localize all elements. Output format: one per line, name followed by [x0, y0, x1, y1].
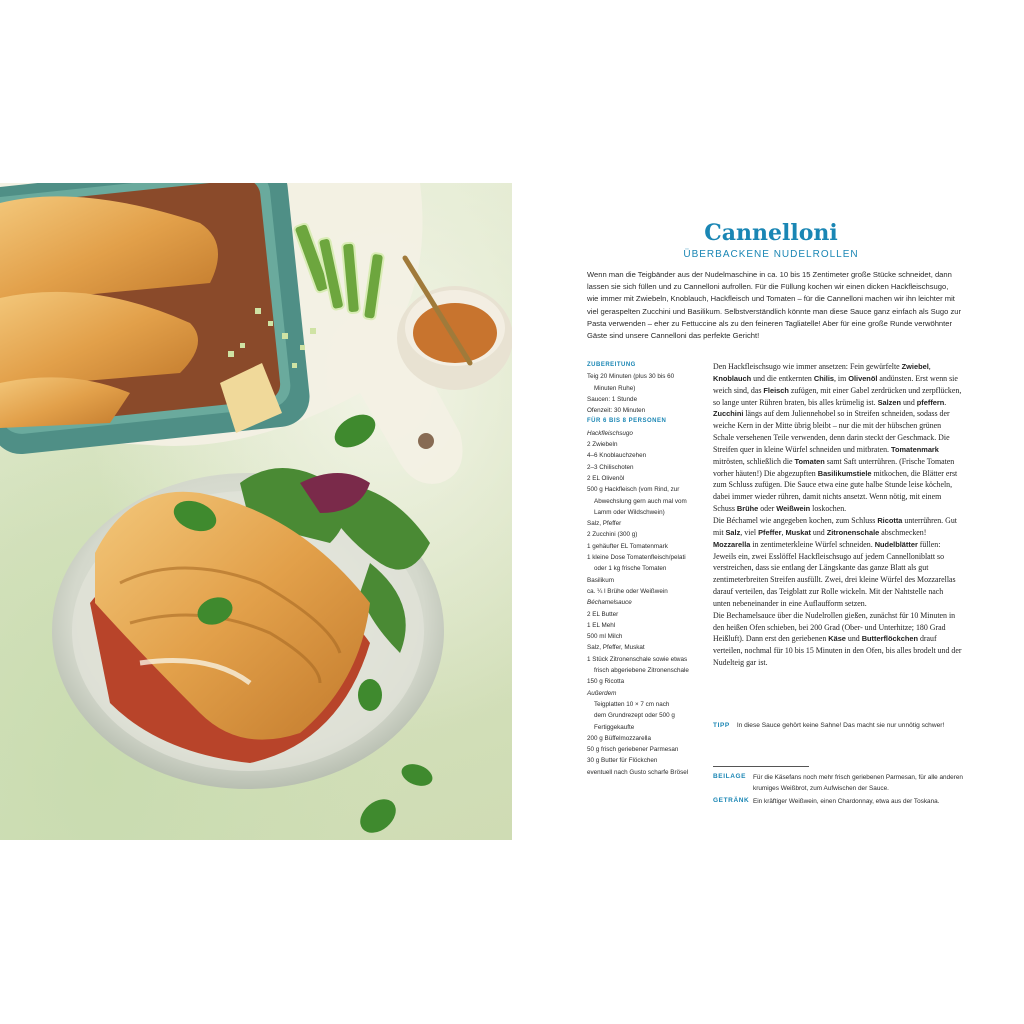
method-text-run: zufügen, mit einer Gabel zerdrücken und zerpflücken, so lange unter Rühren braten, bis alles krümelig ist. — [713, 385, 962, 407]
side-dish-label: BEILAGE — [713, 773, 747, 780]
ingredient-highlight: Butterflöckchen — [861, 634, 918, 644]
method-text-run: mitkochen, die Blätter erst zum Schluss zufügen. Die Sauce etwa eine gute halbe Stunde leise köcheln, dabei immer wieder rühren, damit nichts ansetzt. Wenn nötig, mit einem Schuss — [713, 468, 958, 514]
ingredient-highlight: Tomaten — [794, 456, 825, 466]
method-text-run: Den Hackfleischsugo wie immer ansetzen: Fein gewürfelte — [713, 362, 902, 371]
ingredient-highlight: Zucchini — [713, 409, 744, 419]
ingredient-highlight: Basilikumstiele — [817, 468, 872, 478]
ingredient-line: 2–3 Chilischoten — [587, 463, 634, 471]
ingredient-line: Salz, Pfeffer, Muskat — [587, 644, 645, 652]
drink-note — [713, 797, 973, 808]
ingredient-highlight: Brühe — [736, 504, 759, 514]
ingredient-highlight: Muskat — [785, 527, 811, 537]
method-text-run: , — [781, 527, 786, 537]
side-dish-note — [713, 773, 973, 794]
ingredient-line: 1 gehäufter EL Tomatenmark — [587, 542, 668, 550]
cannelloni-photo-illustration — [0, 183, 512, 840]
ingredient-line: 50 g frisch geriebener Parmesan — [587, 746, 679, 754]
ingredient-highlight: Salz — [725, 527, 741, 537]
recipe-subtitle: ÜBERBACKENE NUDELROLLEN — [683, 249, 859, 260]
ingredient-line: Teigplatten 10 × 7 cm nach — [594, 700, 670, 708]
method-text-run: andünsten. Erst wenn sie weich sind, das — [713, 373, 958, 395]
method-text-run: und — [810, 527, 827, 537]
ingredient-line: 4–6 Knoblauchzehen — [587, 452, 647, 460]
ingredient-line: 200 g Büffelmozzarella — [587, 734, 651, 742]
ingredient-line: eventuell nach Gusto scharfe Brösel — [587, 768, 689, 776]
ingredient-heading: FÜR 6 BIS 8 PERSONEN — [587, 418, 667, 425]
ingredient-highlight: Zitronenschale — [826, 527, 880, 537]
method-paragraph — [713, 361, 962, 408]
ingredient-line: Basilikum — [587, 576, 614, 584]
method-text-run: abschmecken! — [879, 527, 927, 537]
ingredient-highlight: Pfeffer — [758, 527, 782, 537]
ingredient-line: 30 g Butter für Flöckchen — [587, 757, 658, 765]
drink-text: Ein kräftiger Weißwein, einen Chardonnay, etwa aus der Toskana. — [753, 798, 940, 805]
ingredient-line: 1 kleine Dose Tomatenfleisch/pelati — [587, 554, 686, 562]
recipe-intro: Wenn man die Teigbänder aus der Nudelmaschine in ca. 10 bis 15 Zentimeter große Stücke schneidet, dann lassen sie sich füllen und zu Cannelloni aufrollen. Für die Füllung kochen wir einen dicken Hackfleischsugo, wie immer mit Zwiebeln, Knoblauch, Hackfleisch und Tomaten – für die Cannelloni machen wir ihn leichter mit viel geraspelten Zucchini und Basilikum. Selbstverständlich könnte man diese Sauce ganz einfach als Sugo zur Pasta verwenden – eher zu Fettuccine als zu den feineren Tagliatelle! Aber für eine große Runde verwöhnter Gäste sind unsere Cannelloni das perfekte Gericht! — [587, 270, 961, 341]
ingredient-line: Fertiggekaufte — [594, 723, 635, 731]
ingredient-highlight: Weißwein — [776, 504, 811, 514]
ingredient-line: Salz, Pfeffer — [587, 520, 622, 528]
method-text-run: und — [845, 634, 862, 644]
method-text-run: oder — [758, 504, 777, 514]
recipe-title: Cannelloni — [704, 220, 838, 246]
method-text-run: loskochen. — [810, 504, 847, 514]
ingredient-highlight: Fleisch — [763, 385, 789, 395]
method-text-run: , — [928, 362, 931, 371]
tip-label: TIPP — [713, 722, 730, 729]
ingredient-line: Hackfleischsugo — [587, 429, 633, 437]
ingredient-highlight: Chilis — [813, 373, 834, 383]
ingredient-highlight: Knoblauch — [713, 373, 752, 383]
ingredient-line: Teig 20 Minuten (plus 30 bis 60 — [587, 373, 675, 381]
ingredient-highlight: Zwiebel — [901, 362, 929, 371]
ingredient-line: Außerdem — [587, 689, 617, 697]
ingredient-line: 2 EL Olivenöl — [587, 474, 625, 482]
ingredient-highlight: Salzen — [877, 397, 901, 407]
ingredient-line: 2 Zwiebeln — [587, 441, 618, 449]
ingredient-line: 2 Zucchini (300 g) — [587, 531, 638, 539]
ingredient-line: Ofenzeit: 30 Minuten — [587, 407, 646, 415]
method-text-run: Die Béchamel wie angegeben kochen, zum Schluss — [713, 515, 878, 525]
ingredient-line: 1 EL Mehl — [587, 621, 616, 629]
method-text-run: füllen: Jeweils ein, zwei Esslöffel Hackfleischsugo auf jedem Cannelloniblatt so verstreichen, dass sie entlang der Längskante das ganze Blatt als gut zentimeterbreiten Streifen ausfüllt. Zwei, drei kleine Würfel des Mozzarellas darauf verteilen, das Teigblatt zur Rolle wickeln. Mit der Nahtstelle nach unten nebeneinander in eine Auflaufform setzen. — [713, 539, 956, 608]
ingredient-highlight: Tomatenmark — [891, 444, 939, 454]
tip-note — [713, 722, 973, 729]
method-text-run: in zentimeterkleine Würfel schneiden. — [750, 539, 875, 549]
ingredient-highlight: Olivenöl — [848, 373, 878, 383]
ingredient-line: 1 Stück Zitronenschale sowie etwas — [587, 655, 688, 663]
method-text-run: und — [901, 397, 917, 407]
method-text — [713, 361, 962, 669]
ingredient-line: 500 g Hackfleisch (vom Rind, zur — [587, 486, 680, 494]
method-text-run: längs auf dem Juliennehobel so in Streifen schneiden, sodass der weiche Kern in der Mitte übrig bleibt – nur die mit der hübschen grünen Schale versehenen Teile verwenden, denn darin steckt der Geschmack. Die Streifen quer in kleine Würfel schneiden und mitbraten. — [713, 409, 950, 454]
method-text-run: drauf verteilen, nochmal für 10 bis 15 Minuten in den Ofen, bis alles brodelt und der Nudelteig gar ist. — [713, 634, 962, 668]
method-text-run: mitrösten, schließlich die — [713, 456, 795, 466]
ingredient-line: oder 1 kg frische Tomaten — [594, 565, 667, 573]
ingredient-line: Saucen: 1 Stunde — [587, 395, 638, 403]
ingredient-highlight: pfeffern — [916, 397, 945, 407]
ingredient-line: 150 g Ricotta — [587, 678, 625, 686]
method-text-run: . — [944, 397, 947, 407]
ingredient-line: dem Grundrezept oder 500 g — [594, 712, 675, 720]
food-photo — [0, 183, 512, 840]
method-paragraph — [713, 408, 962, 515]
method-text-run: , viel — [740, 527, 759, 537]
ingredient-line: Béchamelsauce — [587, 599, 632, 607]
method-text-run: und die entkernten — [751, 373, 814, 383]
ingredient-line: ca. ¼ l Brühe oder Weißwein — [587, 587, 668, 595]
divider — [713, 766, 809, 767]
ingredient-heading: ZUBEREITUNG — [587, 362, 636, 368]
ingredient-line: Minuten Ruhe) — [594, 384, 636, 392]
ingredient-line: Lamm oder Wildschwein) — [594, 508, 665, 516]
ingredient-highlight: Nudelblätter — [874, 539, 918, 549]
tip-text: In diese Sauce gehört keine Sahne! Das macht sie nur unnötig schwer! — [736, 722, 945, 729]
ingredient-line: frisch abgeriebene Zitronenschale — [594, 667, 689, 675]
method-text-run: Die Bechamelsauce über die Nudelrollen gießen, zunächst für 10 Minuten in den heißen Ofen schieben, bei 200 Grad (Ober- und Unterhitze; 180 Grad Heißluft). Dann erst den geriebenen — [713, 610, 956, 644]
drink-label: GETRÄNK — [713, 797, 750, 804]
ingredient-line: Abwechslung gern auch mal vom — [594, 497, 687, 505]
ingredient-line: 500 ml Milch — [587, 633, 623, 641]
method-text-run: unterrühren. Gut mit — [713, 515, 957, 537]
method-paragraph — [713, 515, 962, 610]
ingredient-list — [587, 360, 705, 778]
side-dish-text: Für die Käsefans noch mehr frisch geriebenen Parmesan, für alle anderen krumiges Weißbrot, zum Aufwischen der Sauce. — [753, 774, 963, 792]
ingredient-line: 2 EL Butter — [587, 610, 619, 618]
ingredient-highlight: Ricotta — [877, 515, 903, 525]
ingredient-highlight: Mozzarella — [713, 539, 751, 549]
method-text-run: samt Saft unterrühren. (Frische Tomaten vorher häuten!) Die abgezupften — [713, 456, 955, 478]
method-text-run: , im — [833, 373, 849, 383]
method-paragraph — [713, 610, 962, 669]
ingredient-highlight: Käse — [828, 634, 846, 644]
